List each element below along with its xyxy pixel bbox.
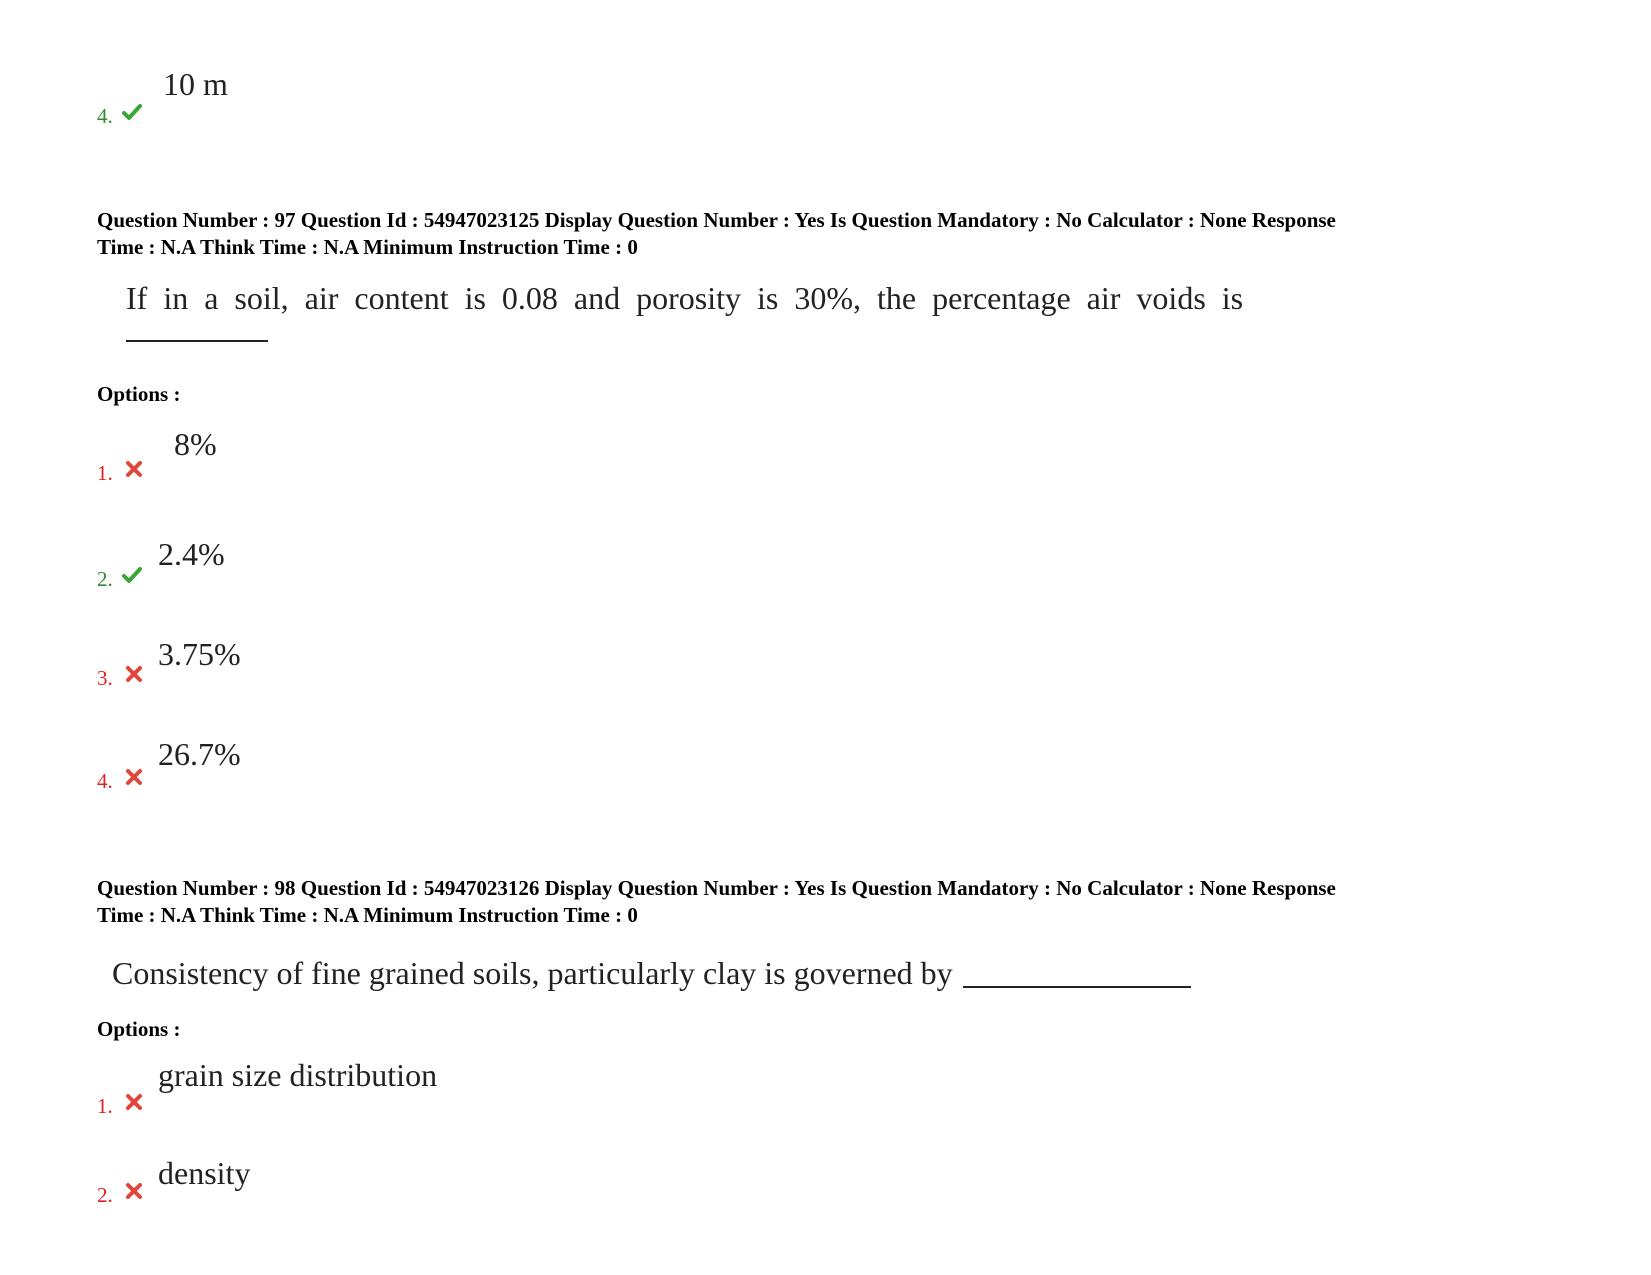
question-meta-line: Question Number : 97 Question Id : 54947023125 Display Question Number : Yes Is Question Mandatory : No Calculator : None Response: [97, 208, 1336, 232]
cross-icon: [124, 767, 144, 787]
option-number: 1.: [97, 461, 113, 485]
question-meta: [97, 875, 1577, 929]
options-label: Options :: [97, 382, 181, 406]
option-text: 2.4%: [158, 536, 225, 572]
answer-blank: [126, 340, 268, 342]
cross-icon: [124, 664, 144, 684]
option-number: 4.: [97, 769, 113, 793]
option-number: 3.: [97, 666, 113, 690]
check-icon: [122, 565, 142, 585]
question-meta: [97, 207, 1577, 261]
cross-icon: [124, 1181, 144, 1201]
option-text: 8%: [174, 426, 217, 462]
options-label: Options :: [97, 1017, 181, 1041]
answer-blank: [963, 986, 1191, 988]
check-icon: [122, 102, 142, 122]
option-text: density: [158, 1155, 251, 1191]
option-text: 10 m: [163, 66, 228, 102]
option-number: 2.: [97, 567, 113, 591]
question-text: If in a soil, air content is 0.08 and porosity is 30%, the percentage air voids is: [126, 280, 1244, 316]
question-text-row: [112, 955, 1191, 992]
option-text: grain size distribution: [158, 1057, 438, 1093]
option-text: 26.7%: [158, 736, 241, 772]
question-meta-line: Time : N.A Think Time : N.A Minimum Instruction Time : 0: [97, 235, 638, 259]
option-number: 2.: [97, 1183, 113, 1207]
question-meta-line: Time : N.A Think Time : N.A Minimum Instruction Time : 0: [97, 903, 638, 927]
question-meta-line: Question Number : 98 Question Id : 54947023126 Display Question Number : Yes Is Question Mandatory : No Calculator : None Response: [97, 876, 1336, 900]
option-number: 4.: [97, 104, 113, 128]
question-text: Consistency of fine grained soils, particularly clay is governed by: [112, 955, 953, 991]
option-text: 3.75%: [158, 636, 241, 672]
option-number: 1.: [97, 1094, 113, 1118]
cross-icon: [124, 459, 144, 479]
cross-icon: [124, 1092, 144, 1112]
